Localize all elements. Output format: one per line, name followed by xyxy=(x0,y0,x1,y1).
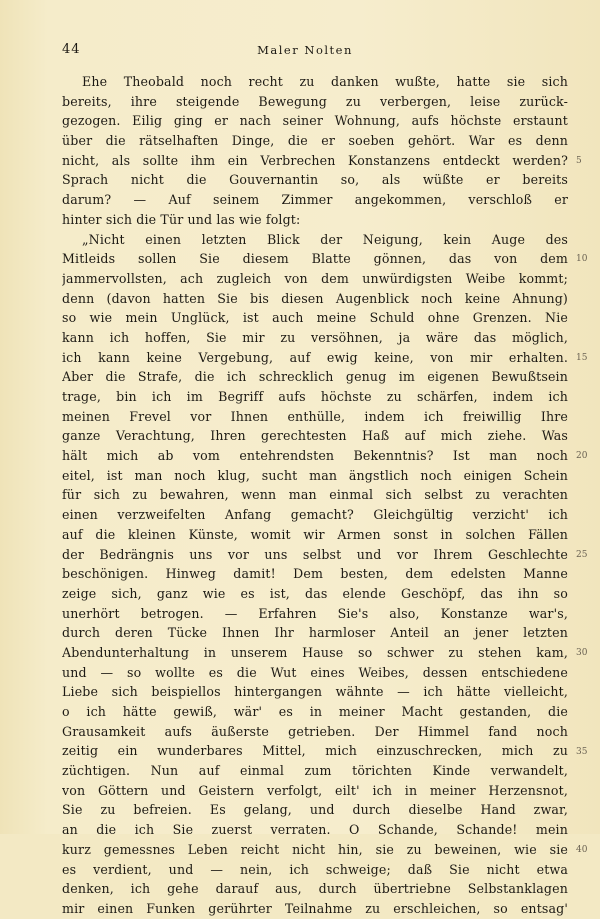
text-line: einen verzweifelten Anfang gemacht? Gleichgültig verzicht' ich xyxy=(62,507,568,523)
text-line: zeige sich, ganz wie es ist, das elende Geschöpf, das ihn so xyxy=(62,585,568,601)
text-line: o ich hätte gewiß, wär' es in meiner Macht gestanden, die xyxy=(62,704,568,719)
text-line: unerhört betrogen. — Erfahren Sie's also, Konstanze war's, xyxy=(62,605,568,621)
margin-line-number: 10 xyxy=(576,254,588,265)
text-line: Mitleids sollen Sie diesem Blatte gönnen, das von dem xyxy=(62,251,568,267)
text-line: auf die kleinen Künste, womit wir Armen sonst in solchen Fällen xyxy=(62,526,568,542)
text-line: zeitig ein wunderbares Mittel, mich einzuschrecken, mich zu xyxy=(62,743,568,759)
text-line: bereits, ihre steigende Bewegung zu verbergen, leise zurück- xyxy=(62,93,568,109)
text-line: kurz gemessnes Leben reicht nicht hin, sie zu beweinen, wie sie xyxy=(62,841,568,857)
margin-line-number: 5 xyxy=(576,155,582,166)
text-line: züchtigen. Nun auf einmal zum törichten Kinde verwandelt, xyxy=(62,763,568,779)
text-line: für sich zu bewahren, wenn man einmal sich selbst zu verachten xyxy=(62,487,568,503)
text-line: beschönigen. Hinweg damit! Dem besten, dem edelsten Manne xyxy=(62,566,568,582)
text-line: denken, ich gehe darauf aus, durch übertriebne Selbstanklagen xyxy=(62,881,568,897)
margin-line-number: 35 xyxy=(576,746,588,757)
text-line: so wie mein Unglück, ist auch meine Schuld ohne Grenzen. Nie xyxy=(62,310,568,326)
page-number: 44 xyxy=(62,42,81,57)
text-line: an die ich Sie zuerst verraten. O Schande, Schande! mein xyxy=(62,822,568,838)
page-header xyxy=(50,38,560,58)
text-line: es verdient, und — nein, ich schweige; daß Sie nicht etwa xyxy=(62,861,568,877)
text-line: hält mich ab vom entehrendsten Bekenntnis? Ist man noch xyxy=(62,448,568,464)
text-line: der Bedrängnis uns vor uns selbst und vor Ihrem Geschlechte xyxy=(62,546,568,562)
text-line: jammervollsten, ach zugleich von dem unwürdigsten Weibe kommt; xyxy=(62,270,568,286)
text-line: mir einen Funken gerührter Teilnahme zu erschleichen, so entsag' xyxy=(62,900,568,916)
text-line: Grausamkeit aufs äußerste getrieben. Der Himmel fand noch xyxy=(62,723,568,739)
text-line: hinter sich die Tür und las wie folgt: xyxy=(62,211,301,227)
text-line: Abendunterhaltung in unserem Hause so schwer zu stehen kam, xyxy=(62,644,568,660)
running-head: Maler Nolten xyxy=(257,43,353,57)
text-line: gezogen. Eilig ging er nach seiner Wohnung, aufs höchste erstaunt xyxy=(62,113,568,129)
text-line: über die rätselhaften Dinge, die er soeben gehört. War es denn xyxy=(62,133,568,149)
text-line: Aber die Strafe, die ich schrecklich genug im eigenen Bewußtsein xyxy=(62,369,568,385)
text-line: und — so wollte es die Wut eines Weibes, dessen entschiedene xyxy=(62,664,568,680)
text-line: von Göttern und Geistern verfolgt, eilt' ich in meiner Herzensnot, xyxy=(62,782,568,798)
text-line: ich kann keine Vergebung, auf ewig keine, von mir erhalten. xyxy=(62,349,568,365)
text-line: kann ich hoffen, Sie mir zu versöhnen, ja wäre das möglich, xyxy=(62,329,568,345)
margin-line-number: 25 xyxy=(576,549,588,560)
text-line: eitel, ist man noch klug, sucht man ängstlich noch einigen Schein xyxy=(62,467,568,483)
text-line: darum? — Auf seinem Zimmer angekommen, verschloß er xyxy=(62,192,568,208)
text-line: meinen Frevel vor Ihnen enthülle, indem ich freiwillig Ihre xyxy=(62,408,568,424)
text-line: ganze Verachtung, Ihren gerechtesten Haß auf mich ziehe. Was xyxy=(62,428,568,444)
text-line: Sie zu befreien. Es gelang, und durch dieselbe Hand zwar, xyxy=(62,802,568,818)
margin-line-number: 30 xyxy=(576,648,588,659)
text-line: Liebe sich beispiellos hintergangen wähnte — ich hätte vielleicht, xyxy=(62,684,568,700)
text-line: nicht, als sollte ihm ein Verbrechen Konstanzens entdeckt werden? xyxy=(62,152,568,168)
margin-line-number: 15 xyxy=(576,352,588,363)
text-line: denn (davon hatten Sie bis diesen Augenblick noch keine Ahnung) xyxy=(62,290,568,306)
text-line: Sprach nicht die Gouvernantin so, als wüßte er bereits xyxy=(62,172,568,188)
text-line: trage, bin ich im Begriff aufs höchste zu schärfen, indem ich xyxy=(62,389,568,404)
text-line: Ehe Theobald noch recht zu danken wußte, hatte sie sich xyxy=(82,74,568,89)
text-line: „Nicht einen letzten Blick der Neigung, kein Auge des xyxy=(82,231,568,247)
text-line: durch deren Tücke Ihnen Ihr harmloser Anteil an jener letzten xyxy=(62,625,568,641)
margin-line-number: 40 xyxy=(576,845,588,856)
body-text xyxy=(62,72,568,919)
margin-line-number: 20 xyxy=(576,451,588,462)
